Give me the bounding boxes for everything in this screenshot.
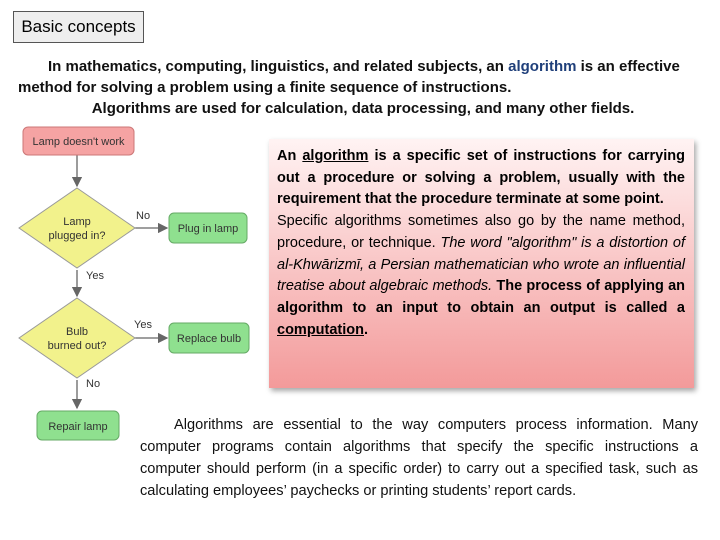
decision-plugged-in: [19, 188, 135, 268]
definition-box: [269, 139, 694, 388]
lamp-flowchart: [0, 120, 260, 450]
outro-text: Algorithms are essential to the way computers process information. Many computer programs contain algorithms that specify the specific instructions a computer should perform (in a specific order) to carry out a specified task, such as calculating employees’ paychecks or printing students’ report cards.: [140, 417, 698, 499]
intro-line-3: Algorithms are used for calculation, data processing, and many other fields.: [91, 100, 635, 117]
computation-underlined: computation: [277, 321, 364, 338]
action-2-label: Replace bulb: [176, 333, 242, 345]
branch-yes-2: Yes: [134, 319, 152, 331]
end-node-label: Repair lamp: [48, 421, 108, 433]
intro-line-1: In mathematics, computing, linguistics, and related subjects, an algorithm is an effective: [48, 58, 680, 75]
branch-no-1: No: [136, 210, 151, 222]
keyword-algorithm: algorithm: [508, 58, 577, 75]
intro-text: [18, 56, 708, 119]
slide-title: Basic concepts: [13, 11, 144, 43]
algorithm-underlined: algorithm: [302, 148, 369, 164]
decision-1-line-2: plugged in?: [48, 230, 106, 242]
branch-no-2: No: [86, 378, 101, 390]
action-1-label: Plug in lamp: [177, 223, 239, 235]
decision-2-line-2: burned out?: [47, 340, 107, 352]
definition-paragraph-2: Specific algorithms sometimes also go by the name method, procedure, or technique. The word "algorithm" is a distortion of al-Khwārizmī, a Persian mathematician who wrote an influential treatise about algebraic methods. The process of applying an algorithm to an input to obtain an output is called a computation.: [277, 213, 685, 338]
definition-sentence-1: An algorithm is a specific set of instructions for carrying out a procedure or solving a problem, usually with the requirement that the procedure terminate at some point.: [277, 148, 685, 208]
decision-1-line-1: Lamp: [63, 216, 91, 228]
etymology-text: The word "algorithm" is a distortion of al-Khwārizmī, a Persian mathematician who wrote an influential treatise about algebraic methods.: [277, 234, 685, 295]
start-node-label: Lamp doesn't work: [32, 136, 125, 148]
decision-bulb-burned-out: [19, 298, 135, 378]
branch-yes-1: Yes: [86, 270, 104, 282]
decision-2-line-1: Bulb: [65, 326, 89, 338]
intro-line-2: method for solving a problem using a finite sequence of instructions.: [18, 79, 512, 96]
